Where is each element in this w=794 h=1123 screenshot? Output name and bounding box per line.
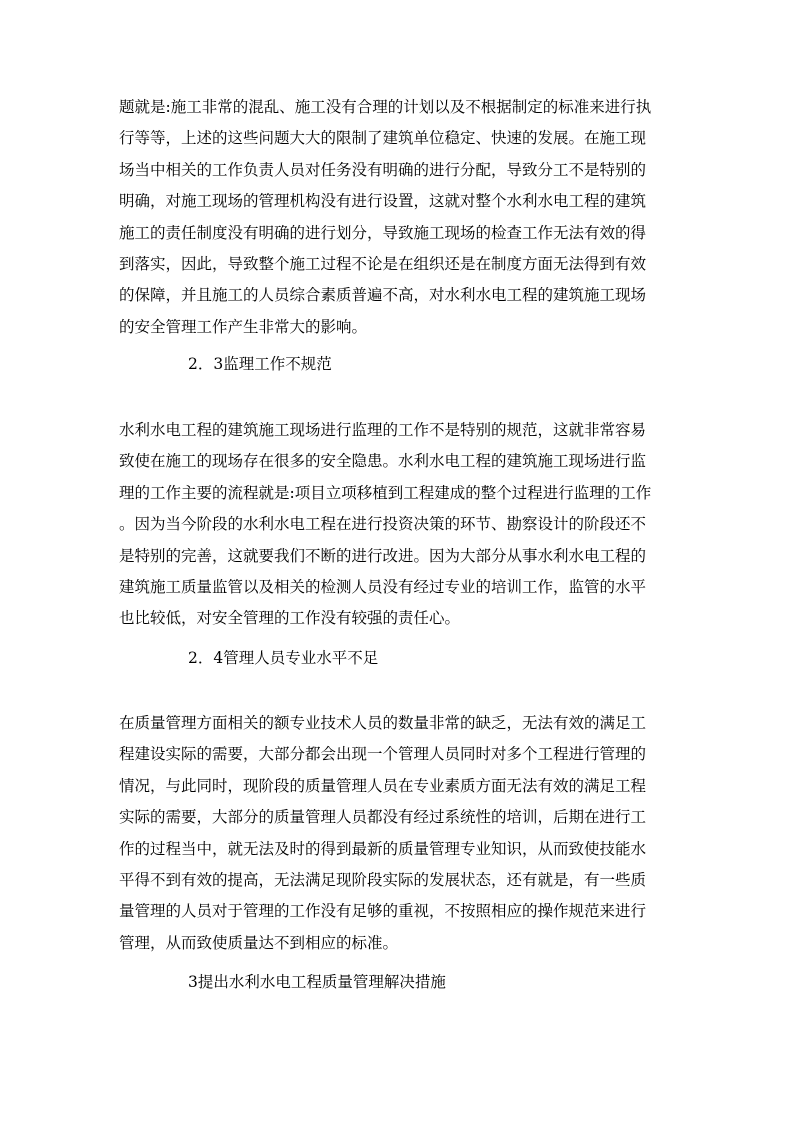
section-heading-3: 3提出水利水电工程质量管理解决措施 — [188, 973, 446, 991]
text-line: 题就是:施工非常的混乱、施工没有合理的计划以及不根据制定的标准来进行执 — [119, 98, 652, 116]
paragraph-supervision — [119, 415, 687, 635]
text-line: 的安全管理工作产生非常大的影响。 — [119, 317, 368, 336]
text-line: 的保障，并且施工的人员综合素质普遍不高，对水利水电工程的建筑施工现场 — [119, 286, 647, 305]
text-line: 是特别的完善，这就要我们不断的进行改进。因为大部分从事水利水电工程的 — [119, 546, 647, 565]
text-line: 量管理的人员对于管理的工作没有足够的重视，不按照相应的操作规范来进行 — [119, 902, 647, 921]
text-line: 管理，从而致使质量达不到相应的标准。 — [119, 933, 399, 952]
text-line: 。因为当今阶段的水利水电工程在进行投资决策的环节、勘察设计的阶段还不 — [119, 515, 647, 534]
text-line: 实际的需要，大部分的质量管理人员都没有经过系统性的培训，后期在进行工 — [119, 808, 647, 827]
text-line: 明确，对施工现场的管理机构没有进行设置，这就对整个水利水电工程的建筑 — [119, 192, 647, 211]
section-heading-2-4: 2．4管理人员专业水平不足 — [188, 649, 379, 667]
text-line: 程建设实际的需要，大部分都会出现一个管理人员同时对多个工程进行管理的 — [119, 745, 647, 764]
text-line: 在质量管理方面相关的额专业技术人员的数量非常的缺乏，无法有效的满足工 — [119, 714, 647, 732]
text-line: 到落实，因此，导致整个施工过程不论是在组织还是在制度方面无法得到有效 — [119, 255, 647, 274]
text-line: 施工的责任制度没有明确的进行划分，导致施工现场的检查工作无法有效的得 — [119, 223, 647, 242]
text-line: 理的工作主要的流程就是:项目立项移植到工程建成的整个过程进行监理的工作 — [119, 483, 652, 502]
text-line: 也比较低，对安全管理的工作没有较强的责任心。 — [119, 609, 461, 628]
text-line: 情况，与此同时，现阶段的质量管理人员在专业素质方面无法有效的满足工程 — [119, 776, 647, 795]
text-line: 建筑施工质量监管以及相关的检测人员没有经过专业的培训工作，监管的水平 — [119, 578, 647, 597]
text-line: 行等等，上述的这些问题大大的限制了建筑单位稳定、快速的发展。在施工现 — [119, 129, 647, 148]
text-line: 水利水电工程的建筑施工现场进行监理的工作不是特别的规范，这就非常容易 — [119, 421, 647, 439]
text-line: 作的过程当中，就无法及时的得到最新的质量管理专业知识，从而致使技能水 — [119, 839, 647, 858]
section-heading-2-3: 2．3监理工作不规范 — [188, 355, 332, 373]
text-line: 平得不到有效的提高，无法满足现阶段实际的发展状态，还有就是，有一些质 — [119, 871, 647, 890]
paragraph-management-staff — [119, 708, 687, 959]
paragraph-construction-issues — [119, 92, 687, 343]
text-line: 致使在施工的现场存在很多的安全隐患。水利水电工程的建筑施工现场进行监 — [119, 452, 647, 471]
text-line: 场当中相关的工作负责人员对任务没有明确的进行分配，导致分工不是特别的 — [119, 160, 647, 179]
